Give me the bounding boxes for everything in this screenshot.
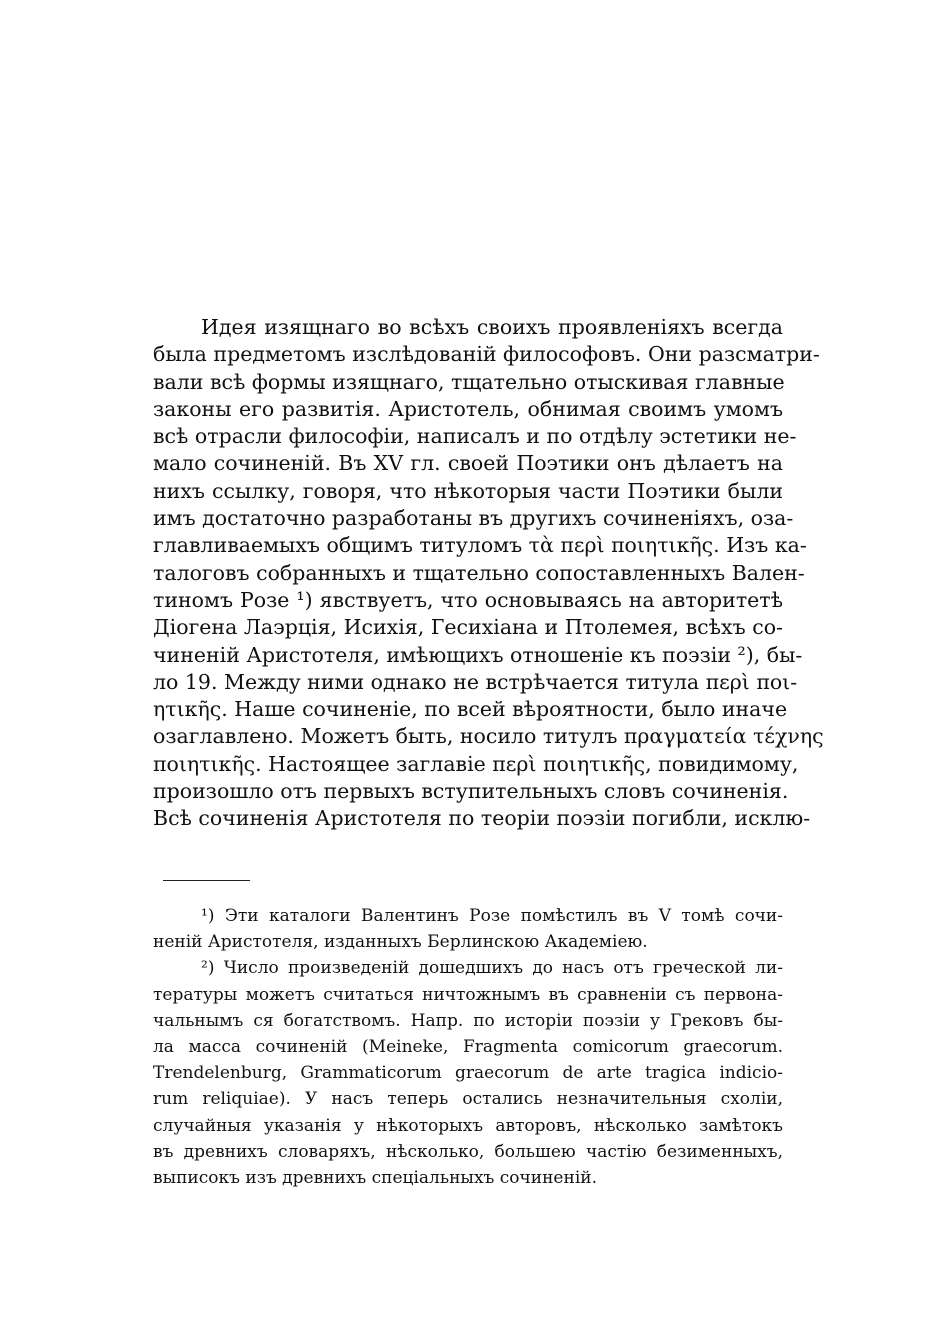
footnote-2-line (153, 955, 783, 981)
footnote-2-line: Trendelenburg, Grammaticorum graecorum de arte tragica indicio- (153, 1063, 783, 1084)
footnote-2-line: случайныя указанія у нѣкоторыхъ авторовъ, нѣсколько замѣтокъ (153, 1115, 783, 1136)
footnote-1-text: Эти каталоги Валентинъ Розе помѣстилъ въ V томѣ сочи- (224, 906, 783, 926)
footnote-1-line: неній Аристотеля, изданныхъ Берлинскою Академіею. (153, 932, 648, 953)
text-line: мало сочиненій. Въ XV гл. своей Поэтики онъ дѣлаетъ на (153, 451, 783, 476)
text-line: талоговъ собранныхъ и тщательно сопоставленныхъ Вален- (153, 560, 805, 585)
footnotes (153, 903, 783, 1191)
text-line: законы его развитія. Аристотель, обнимая своимъ умомъ (153, 396, 783, 421)
text-line: Идея изящнаго во всѣхъ своихъ проявленіяхъ всегда (201, 315, 783, 339)
text-line: ητικῆς. Наше сочиненіе, по всей вѣроятности, было иначе (153, 697, 788, 722)
footnote-2-line: ла масса сочиненій (Meineke, Fragmenta comicorum graecorum. (153, 1036, 783, 1057)
footnote-2-marker: ²) (201, 958, 215, 979)
footnote-1-marker: ¹) (201, 906, 215, 926)
text-line: Діогена Лаэрція, Исихія, Гесихіана и Птолемея, всѣхъ со- (153, 615, 783, 640)
text-line: тиномъ Розе ¹) явствуетъ, что основываясь на авторитетѣ (153, 587, 783, 612)
footnote-2-text: Число произведеній дошедшихъ до насъ отъ греческой ли- (223, 958, 783, 979)
footnote-2-line: въ древнихъ словаряхъ, нѣсколько, большею частію безименныхъ, (153, 1141, 783, 1162)
text-line: озаглавлено. Можетъ быть, носило титулъ πραγματεία τέχνης (153, 724, 824, 749)
footnote-2-line: выписокъ изъ древнихъ спеціальныхъ сочиненій. (153, 1167, 597, 1188)
main-paragraph (153, 314, 824, 833)
text-line: Всѣ сочиненія Аристотеля по теоріи поэзіи погибли, исклю- (153, 806, 811, 831)
text-line: чиненій Аристотеля, имѣющихъ отношеніе къ поэзіи ²), бы- (153, 642, 803, 667)
text-line: всѣ отрасли философіи, написалъ и по отдѣлу эстетики не- (153, 424, 797, 449)
text-line: произошло отъ первыхъ вступительныхъ словъ сочиненія. (153, 779, 789, 804)
footnote-2-line: тературы можетъ считаться ничтожнымъ въ сравненіи съ первона- (153, 984, 783, 1005)
footnote-1-line (153, 903, 783, 929)
footnote-2-line: rum reliquiae). У насъ теперь остались незначительныя схоліи, (153, 1089, 783, 1110)
text-line: ποιητικῆς. Настоящее заглавіе περὶ ποιητικῆς, повидимому, (153, 751, 799, 776)
footnote-separator (163, 880, 250, 881)
text-line: имъ достаточно разработаны въ другихъ сочиненіяхъ, оза- (153, 506, 794, 531)
text-line: главливаемыхъ общимъ титуломъ τὰ περὶ ποιητικῆς. Изъ ка- (153, 533, 807, 558)
text-line: ло 19. Между ними однако не встрѣчается титула περὶ ποι- (153, 669, 798, 694)
text-line: была предметомъ изслѣдованій философовъ. Они разсматри- (153, 342, 820, 367)
text-line: нихъ ссылку, говоря, что нѣкоторыя части Поэтики были (153, 478, 783, 503)
footnote-2-line: чальнымъ ся богатствомъ. Напр. по исторіи поэзіи у Грековъ бы- (153, 1010, 783, 1031)
text-line: вали всѣ формы изящнаго, тщательно отыскивая главные (153, 369, 785, 394)
